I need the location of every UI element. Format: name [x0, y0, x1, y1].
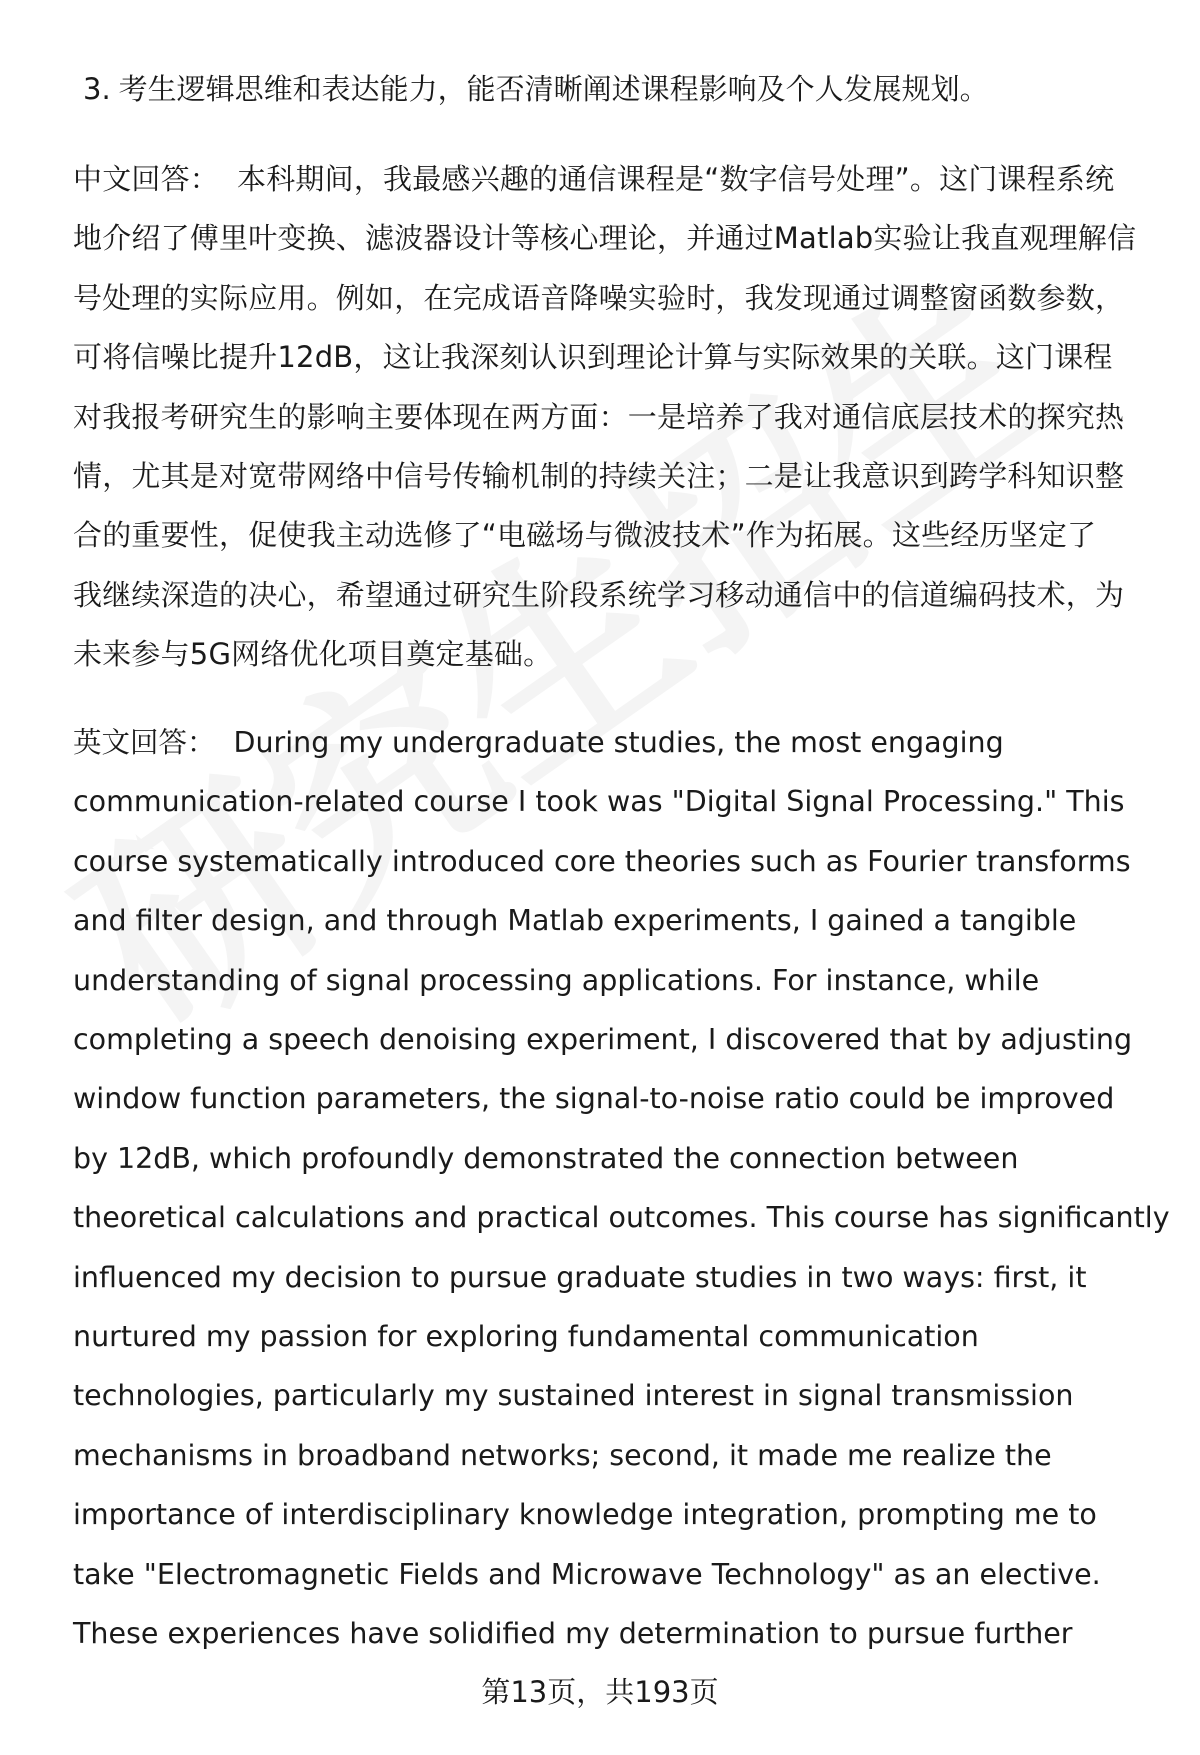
en-line: take "Electromagnetic Fields and Microwave Technology" as an elective.	[73, 1557, 1101, 1591]
item-number: 3.	[83, 72, 111, 106]
en-line: and filter design, and through Matlab experiments, I gained a tangible	[73, 904, 1077, 938]
item-text: 考生逻辑思维和表达能力，能否清晰阐述课程影响及个人发展规划。	[118, 72, 989, 106]
zh-line: 对我报考研究生的影响主要体现在两方面：一是培养了我对通信底层技术的探究热	[73, 399, 1125, 434]
english-answer	[73, 713, 1170, 1664]
en-line: mechanisms in broadband networks; second, it made me realize the	[73, 1438, 1052, 1472]
en-line: understanding of signal processing applications. For instance, while	[73, 963, 1040, 997]
en-line: nurtured my passion for exploring fundamental communication	[73, 1320, 979, 1354]
en-line: importance of interdisciplinary knowledge integration, prompting me to	[73, 1498, 1097, 1532]
en-answer-label: 英文回答：	[73, 726, 216, 759]
criteria-item-3	[83, 66, 989, 112]
en-line: completing a speech denoising experiment, I discovered that by adjusting	[73, 1023, 1133, 1057]
zh-line: 我继续深造的决心，希望通过研究生阶段系统学习移动通信中的信道编码技术，为	[73, 577, 1125, 612]
page-number-footer: 第13页，共193页	[481, 1675, 719, 1709]
en-line: technologies, particularly my sustained interest in signal transmission	[73, 1379, 1074, 1413]
zh-line: 情，尤其是对宽带网络中信号传输机制的持续关注；二是让我意识到跨学科知识整	[73, 459, 1125, 494]
en-line: communication-related course I took was "Digital Signal Processing." This	[73, 785, 1125, 819]
zh-line-text: 本科期间，我最感兴趣的通信课程是“数字信号处理”。这门课程系统	[237, 162, 1115, 196]
en-line: These experiences have solidified my determination to pursue further	[73, 1617, 1073, 1651]
en-line: influenced my decision to pursue graduate studies in two ways: first, it	[73, 1260, 1087, 1294]
en-line: by 12dB, which profoundly demonstrated the connection between	[73, 1141, 1019, 1175]
en-line: theoretical calculations and practical outcomes. This course has significantly	[73, 1201, 1170, 1235]
en-line: course systematically introduced core theories such as Fourier transforms	[73, 844, 1131, 878]
zh-line: 号处理的实际应用。例如，在完成语音降噪实验时，我发现通过调整窗函数参数，	[73, 280, 1125, 315]
en-line-text: During my undergraduate studies, the most engaging	[233, 726, 1004, 759]
en-line: window function parameters, the signal-to-noise ratio could be improved	[73, 1082, 1115, 1116]
zh-line: 地介绍了傅里叶变换、滤波器设计等核心理论，并通过Matlab实验让我直观理解信	[73, 221, 1137, 256]
zh-line	[73, 150, 1163, 209]
zh-line: 未来参与5G网络优化项目奠定基础。	[73, 637, 553, 672]
zh-line: 可将信噪比提升12dB，这让我深刻认识到理论计算与实际效果的关联。这门课程	[73, 340, 1113, 375]
zh-line: 合的重要性，促使我主动选修了“电磁场与微波技术”作为拓展。这些经历坚定了	[73, 518, 1097, 553]
en-line	[73, 713, 1163, 772]
zh-answer-label: 中文回答：	[73, 162, 220, 196]
chinese-answer	[73, 150, 1163, 685]
